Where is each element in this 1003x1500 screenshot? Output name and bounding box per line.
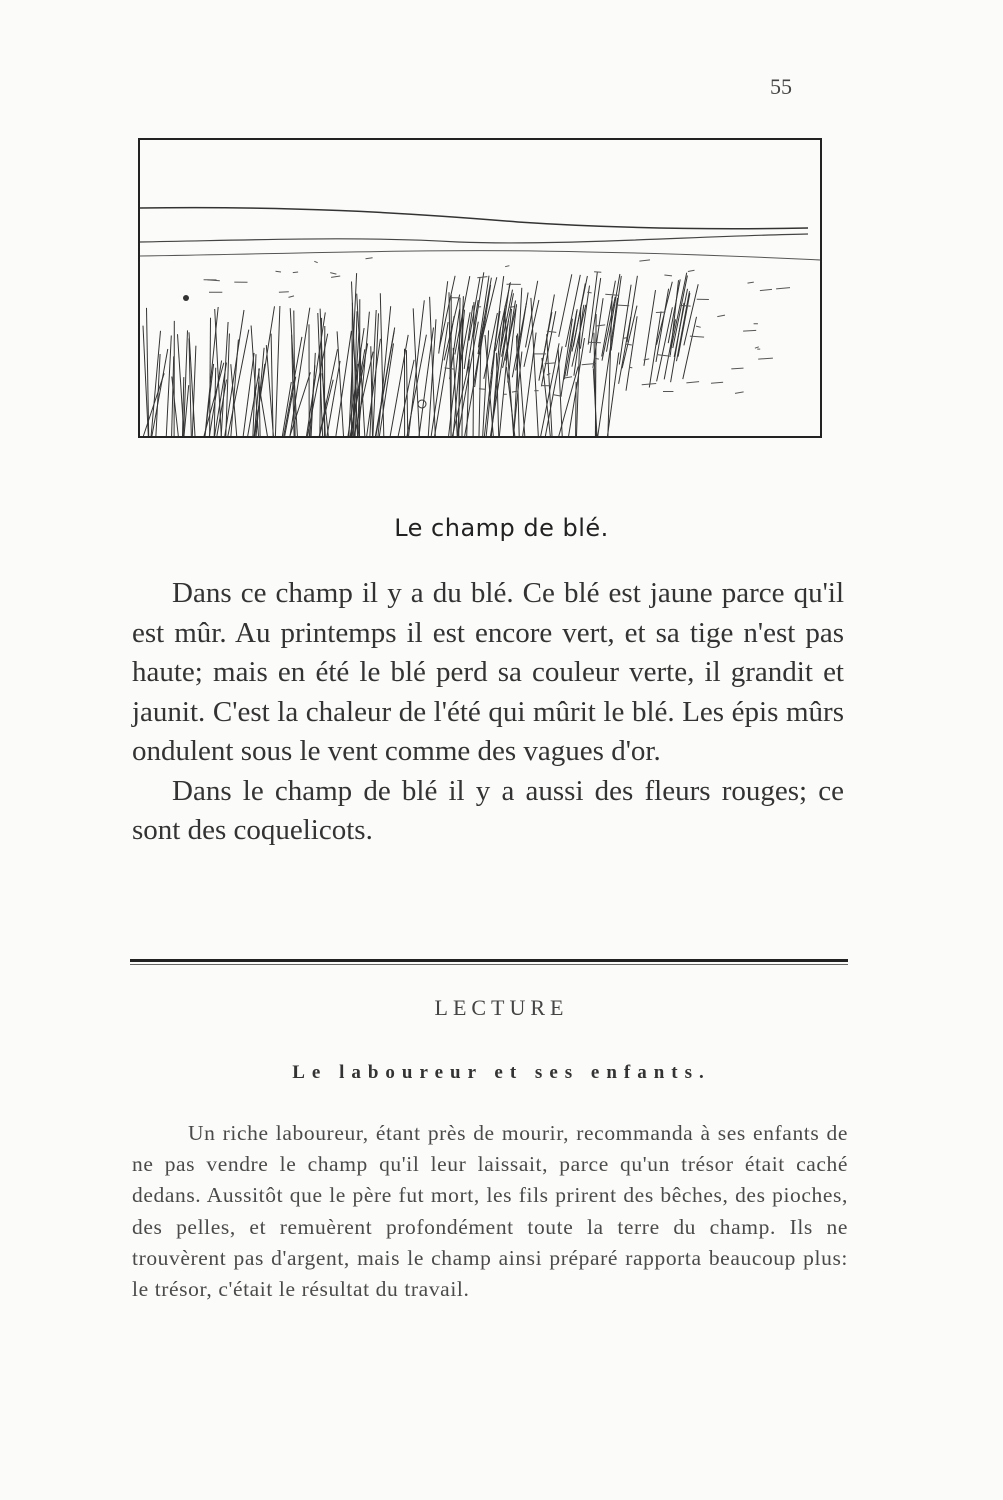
hatch-stroke <box>680 305 691 306</box>
wheat-stalk <box>406 350 407 436</box>
wheat-stalk <box>407 335 426 436</box>
hatch-stroke <box>276 271 282 272</box>
wheat-stalks <box>143 272 698 436</box>
wheat-stalk <box>210 318 211 436</box>
hatch-stroke <box>743 330 756 331</box>
wheat-stalk <box>677 291 690 361</box>
hatch-stroke <box>711 382 723 383</box>
wheat-stalk <box>478 278 491 354</box>
hatch-stroke <box>776 288 790 289</box>
hatch-stroke <box>758 358 773 359</box>
wheat-stalk <box>611 276 621 351</box>
hatch-stroke <box>595 358 599 359</box>
wheat-stalk <box>413 308 419 436</box>
wheat-stalk <box>576 382 577 436</box>
wheat-stalk <box>398 360 414 436</box>
wheat-stalk <box>243 353 254 436</box>
wheat-stalk <box>561 319 572 397</box>
wheat-stalk <box>622 306 637 369</box>
wheat-stalk <box>275 306 280 436</box>
wheat-stalk <box>431 322 448 436</box>
poppy-flower <box>183 295 189 301</box>
wheat-stalk <box>478 276 489 348</box>
reading-section-title: LECTURE <box>434 995 569 1020</box>
wheat-stalk <box>541 295 555 374</box>
hatch-stroke <box>735 392 744 394</box>
wheat-stalk <box>473 302 474 436</box>
hatch-stroke <box>664 275 672 276</box>
hatch-stroke <box>642 384 657 385</box>
page-number: 55 <box>770 74 792 99</box>
hatch-stroke <box>686 382 699 383</box>
hatch-stroke <box>366 258 373 259</box>
wheat-stalk <box>683 317 697 379</box>
wheat-stalk <box>649 311 661 387</box>
hatch-stroke <box>289 296 295 298</box>
wheat-stalk <box>602 281 616 357</box>
hatch-stroke <box>748 282 754 283</box>
hatch-stroke <box>717 315 725 317</box>
lesson-caption: Le champ de blé. <box>394 514 609 542</box>
wheat-stalk <box>664 319 675 379</box>
hatch-stroke <box>477 277 487 278</box>
hatch-stroke <box>616 305 630 306</box>
section-divider-thin <box>130 964 848 965</box>
wheat-stalk <box>380 293 384 436</box>
hatch-stroke <box>626 344 632 345</box>
hatch-stroke <box>509 307 515 308</box>
hatch-stroke <box>594 272 601 273</box>
wheat-stalk <box>465 352 480 436</box>
wheat-stalk <box>593 298 603 368</box>
poppy-flower <box>418 400 426 408</box>
hill-line <box>140 234 808 243</box>
lesson-paragraph: Dans ce champ il y a du blé. Ce blé est jaune parce qu'il est mûr. Au printemps il est encore vert, et sa tige n'est pas haute; mais en été le blé perd sa couleur verte, il grandit et jaunit. C'est la chaleur de l'été qui mûrit le blé. Les épis mûrs ondulent sous le vent comme des vagues d'or. <box>132 577 844 767</box>
horizon-line <box>140 208 808 229</box>
story-paragraph: Un riche laboureur, étant près de mourir, recommanda à ses enfants de ne pas vendre le champ qu'il leur laissait, parce qu'un trésor était caché dedans. Aussitôt que le père fut mort, les fils prirent des bêches, des pioches, des pelles, et remuèrent profondément toute la terre du champ. Ils ne trouvèrent pas d'argent, mais le champ ainsi préparé rapporta beaucoup plus: le trésor, c'était le résultat du travail. <box>132 1121 848 1302</box>
hatch-stroke <box>596 325 605 326</box>
hatch-stroke <box>314 261 317 262</box>
hatch-stroke <box>755 347 759 348</box>
hatch-stroke <box>589 342 601 343</box>
hatch-stroke <box>731 368 743 369</box>
wheat-stalk <box>644 290 656 366</box>
hatch-stroke <box>279 292 289 293</box>
field-line <box>140 251 820 260</box>
wheat-stalk <box>172 356 174 436</box>
hatch-stroke <box>547 374 550 376</box>
wheat-stalk <box>607 274 620 352</box>
lesson-paragraph: Dans le champ de blé il y a aussi des fleurs rouges; ce sont des coquelicots. <box>132 774 844 846</box>
hatch-stroke <box>331 276 340 277</box>
wheat-stalk <box>375 328 394 437</box>
story-title: Le laboureur et ses enfants. <box>292 1062 711 1083</box>
hatch-stroke <box>505 266 509 267</box>
wheat-stalk <box>523 333 536 436</box>
hatch-stroke <box>293 272 298 273</box>
lesson-text <box>132 574 844 851</box>
story-text <box>132 1118 848 1305</box>
wheat-stalk <box>178 334 185 436</box>
section-divider <box>130 959 848 962</box>
wheat-stalk <box>656 289 669 362</box>
hatch-stroke <box>623 338 627 339</box>
hatch-stroke <box>696 326 701 327</box>
wheat-stalk <box>479 346 481 436</box>
hatch-stroke <box>688 270 695 271</box>
hatch-stroke <box>639 260 650 261</box>
hatch-stroke <box>760 289 772 290</box>
hatch-stroke <box>330 273 336 275</box>
hatch-stroke <box>479 389 486 390</box>
wheat-field-illustration <box>138 136 822 440</box>
hatch-stroke <box>587 292 591 293</box>
wheat-stalk <box>373 313 379 436</box>
wheat-stalk <box>598 298 618 436</box>
wheat-stalk <box>205 307 218 436</box>
